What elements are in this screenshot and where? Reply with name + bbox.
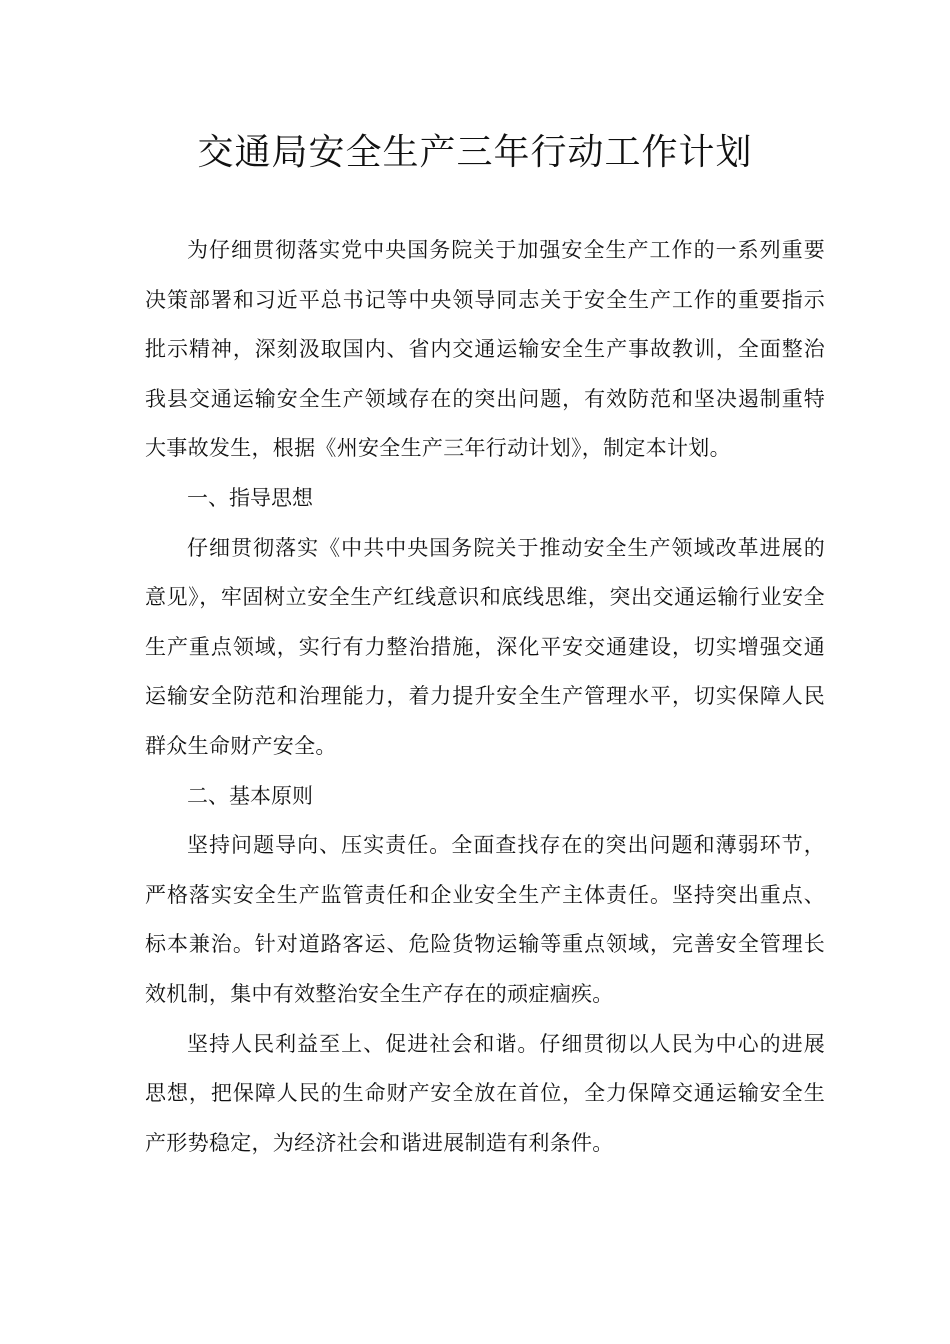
document-body bbox=[145, 226, 825, 1168]
paragraph-intro: 为仔细贯彻落实党中央国务院关于加强安全生产工作的一系列重要决策部署和习近平总书记等中央领导同志关于安全生产工作的重要指示批示精神，深刻汲取国内、省内交通运输安全生产事故教训，全面整治我县交通运输安全生产领域存在的突出问题，有效防范和坚决遏制重特大事故发生，根据《州安全生产三年行动计划》，制定本计划。 bbox=[145, 238, 825, 461]
paragraph-principle-people-first: 坚持人民利益至上、促进社会和谐。仔细贯彻以人民为中心的进展思想，把保障人民的生命财产安全放在首位，全力保障交通运输安全生产形势稳定，为经济社会和谐进展制造有利条件。 bbox=[145, 1031, 825, 1155]
paragraph-principle-problem-oriented: 坚持问题导向、压实责任。全面查找存在的突出问题和薄弱环节，严格落实安全生产监管责任和企业安全生产主体责任。坚持突出重点、标本兼治。针对道路客运、危险货物运输等重点领域，完善安全管理长效机制，集中有效整治安全生产存在的顽症痼疾。 bbox=[145, 833, 825, 1006]
paragraph-guiding-ideology: 仔细贯彻落实《中共中央国务院关于推动安全生产领域改革进展的意见》，牢固树立安全生产红线意识和底线思维，突出交通运输行业安全生产重点领域，实行有力整治措施，深化平安交通建设，切实增强交通运输安全防范和治理能力，着力提升安全生产管理水平，切实保障人民群众生命财产安全。 bbox=[145, 535, 825, 758]
section-heading-guiding-ideology: 一、指导思想 bbox=[187, 485, 313, 510]
document-title: 交通局安全生产三年行动工作计划 bbox=[197, 132, 753, 173]
section-heading-basic-principles: 二、基本原则 bbox=[187, 783, 313, 808]
